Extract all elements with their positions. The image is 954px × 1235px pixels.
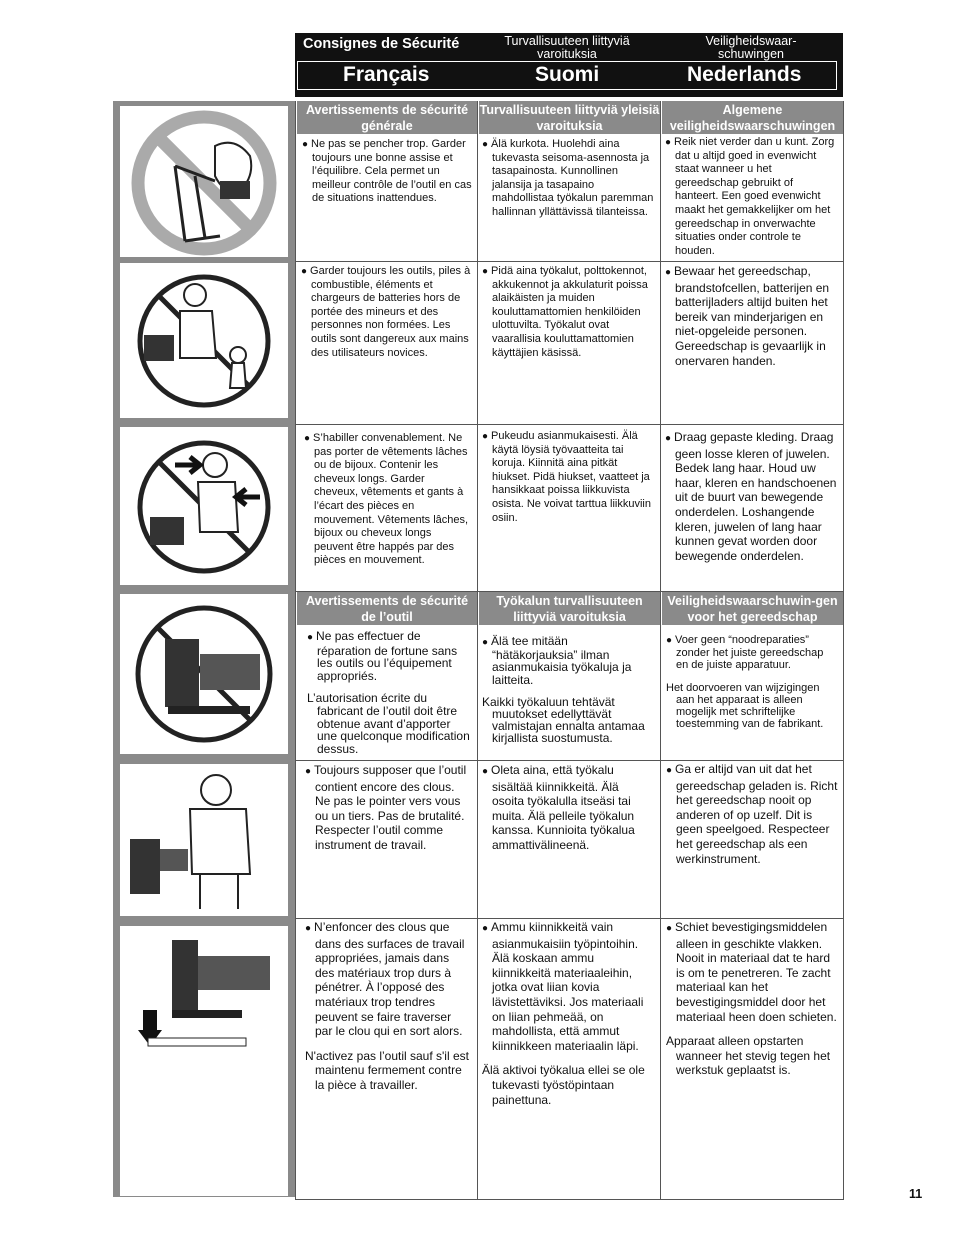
row5-fi: ● Oleta aina, että työkalu sisältää kiinnikkeitä. Älä osoita työkalulla itseäsi tai muita. Älä pelleile työkalun kanssa. Kunnioita työkalua ammattivälineenä. bbox=[482, 763, 654, 853]
row3-fi: ● Pukeudu asianmukaisesti. Älä käytä löysiä työvaatteita tai koruja. Kiinnitä aina pitkät hiukset. Pidä hiukset, vaatteet ja hansikkaat poissa liikkuvista osista. Ne voivat tarttua liikkuviin osiin. bbox=[482, 430, 654, 525]
col-divider bbox=[477, 101, 478, 1199]
row4-fi: ● Älä tee mitään “hätäkorjauksia” ilman asianmukaisia työkaluja ja laitteita. Kaikki työkaluun tehtävät muutokset edellyttävät valmistajan ennalta antamaa kirjallista suostumusta. bbox=[482, 635, 654, 745]
row4-nl: ● Voer geen “noodreparaties” zonder het juiste gereedschap en de juiste apparatuur. Het doorvoeren van wijzigingen aan het apparaat is alleen mogelijk met schriftelijke toestemming van de fabrikant. bbox=[666, 634, 838, 730]
row4-fr: ● Ne pas effectuer de réparation de fortune sans les outils ou l’équipement appropriés. L’autorisation écrite du fabricant de l’outil doit être obtenue avant d’apporter une quelconque modification dessus. bbox=[307, 630, 470, 755]
section-tool-fi: Työkalun turvallisuuteen liittyviä varoituksia bbox=[479, 592, 660, 625]
fi-caption: Turvallisuuteen liittyviä varoituksia bbox=[504, 34, 630, 61]
row6-fr: ● N’enfoncer des clous que dans des surfaces de travail appropriées, jamais dans des matériaux trop durs à pénétrer. À l’opposé des matériaux trop tendres peuvent se faire traverser par le clou qui en sort alors. N'activez pas l’outil sauf s'il est maintenu fermement contre la pièce à travailler. bbox=[305, 920, 471, 1093]
page-number: 11 bbox=[909, 1187, 923, 1201]
row1-fi: ● Älä kurkota. Huolehdi aina tukevasta seisoma-asennosta ja tasapainosta. Kunnollinen jalansija ja tasapaino mahdollistaa työkalun paremman hallinnan yllättävissä tilanteissa. bbox=[482, 138, 654, 220]
col-divider bbox=[295, 101, 296, 1199]
fi-lang: Suomi bbox=[535, 63, 600, 86]
section-tool-fr: Avertissements de sécurité de l’outil bbox=[297, 592, 477, 625]
row3-nl: ● Draag gepaste kleding. Draag geen losse kleren of juwelen. Bedek lang haar. Houd uw haar, kleren en handschoenen uit de buurt van bewegende onderdelen. Loshangende kleren, juwelen of lang haar kunnen gevat worden door bewegende onderdelen. bbox=[665, 430, 839, 563]
illustration-loaded-tool bbox=[120, 764, 288, 916]
row2-fi: ● Pidä aina työkalut, polttokennot, akkukennot ja akkulaturit poissa alaikäisten ja muiden kouluttamattomien henkilöiden ulottuvilta. Työkalut ovat vaarallisia kouluttamattomien käyttäjien käsissä. bbox=[482, 265, 654, 360]
row6-nl: ● Schiet bevestigingsmiddelen alleen in geschikte vlakken. Nooit in materiaal dat te hard is om te penetreren. Te zacht materiaal kan het bevestigingsmiddel door het materiaal heen doen schieten. Apparaat alleen opstarten wanneer het stevig tegen het werkstuk geplaatst is. bbox=[666, 920, 838, 1078]
language-header bbox=[295, 33, 843, 97]
fr-lang: Français bbox=[343, 63, 430, 86]
row-divider bbox=[295, 760, 843, 761]
row1-fr: ● Ne pas se pencher trop. Garder toujours une bonne assise et l’équilibre. Cela permet un meilleur contrôle de l’outil en cas de situations inattendues. bbox=[302, 138, 472, 206]
row5-fr: ● Toujours supposer que l’outil contient encore des clous. Ne pas le pointer vers vous ou un tiers. Pas de brutalité. Respecter l’outil comme instrument de travail. bbox=[305, 763, 471, 853]
section-general-fr: Avertissements de sécurité générale bbox=[297, 101, 477, 134]
nl-caption: Veiligheidswaar-schuwingen bbox=[705, 34, 797, 61]
row-divider bbox=[295, 918, 843, 919]
illustration-overreach bbox=[120, 106, 288, 257]
col-divider bbox=[660, 101, 661, 1199]
section-general-fi: Turvallisuuteen liittyviä yleisiä varoituksia bbox=[479, 102, 660, 133]
row2-nl: ● Bewaar het gereedschap, brandstofcellen, batterijen en batterijladers altijd buiten het bereik van minderjarigen en niet-opgeleide personen. Gereedschap is gevaarlijk in onervaren handen. bbox=[665, 264, 839, 368]
row6-fi: ● Ammu kiinnikkeitä vain asianmukaisiin työpintoihin. Älä koskaan ammu kiinnikkeitä materiaaleihin, jotka ovat liian kovia lävistettäviksi. Jos materiaali on liian pehmeää, on mahdollista, että ammut kiinnikkeen materiaalin läpi. Älä aktivoi työkalua ellei se ole tukevasti työstöpintaan painettuna. bbox=[482, 920, 654, 1107]
section-tool-nl: Veiligheidswaarschuwin-gen voor het gereedschap bbox=[662, 592, 843, 625]
nl-lang: Nederlands bbox=[687, 63, 802, 86]
illustration-children bbox=[120, 263, 288, 418]
illustration-work-surface bbox=[120, 926, 288, 1196]
fr-caption: Consignes de Sécurité bbox=[303, 36, 460, 52]
row5-nl: ● Ga er altijd van uit dat het gereedschap geladen is. Richt het gereedschap nooit op anderen of op uzelf. Dit is geen speelgoed. Respecteer het gereedschap als een werkinstrument. bbox=[666, 762, 840, 866]
row-divider bbox=[295, 424, 843, 425]
row2-fr: ● Garder toujours les outils, piles à combustible, éléments et chargeurs de batteries hors de portée des mineurs et des personnes non formées. Les outils sont dangereux aux mains des utilisateurs novices. bbox=[301, 265, 473, 360]
illustration-clothing bbox=[120, 427, 288, 585]
row3-fr: ● S’habiller convenablement. Ne pas porter de vêtements lâches ou de bijoux. Contenir les cheveux longs. Garder cheveux, vêtements et gants à l’écart des pièces en mouvement. Vêtements lâches, bijoux ou cheveux longs peuvent être happés par des pièces en mouvement. bbox=[304, 432, 469, 568]
row-divider bbox=[295, 261, 843, 262]
section-general-nl: Algemene veiligheidswaarschuwingen bbox=[662, 101, 843, 134]
illustration-no-repairs bbox=[120, 594, 288, 754]
row1-nl: ● Reik niet verder dan u kunt. Zorg dat u altijd goed in evenwicht staat wanneer u het gereedschap gebruikt of hanteert. Een goed evenwicht maakt het gemakkelijker om het gereedschap in onverwachte situaties onder controle te houden. bbox=[665, 136, 837, 258]
